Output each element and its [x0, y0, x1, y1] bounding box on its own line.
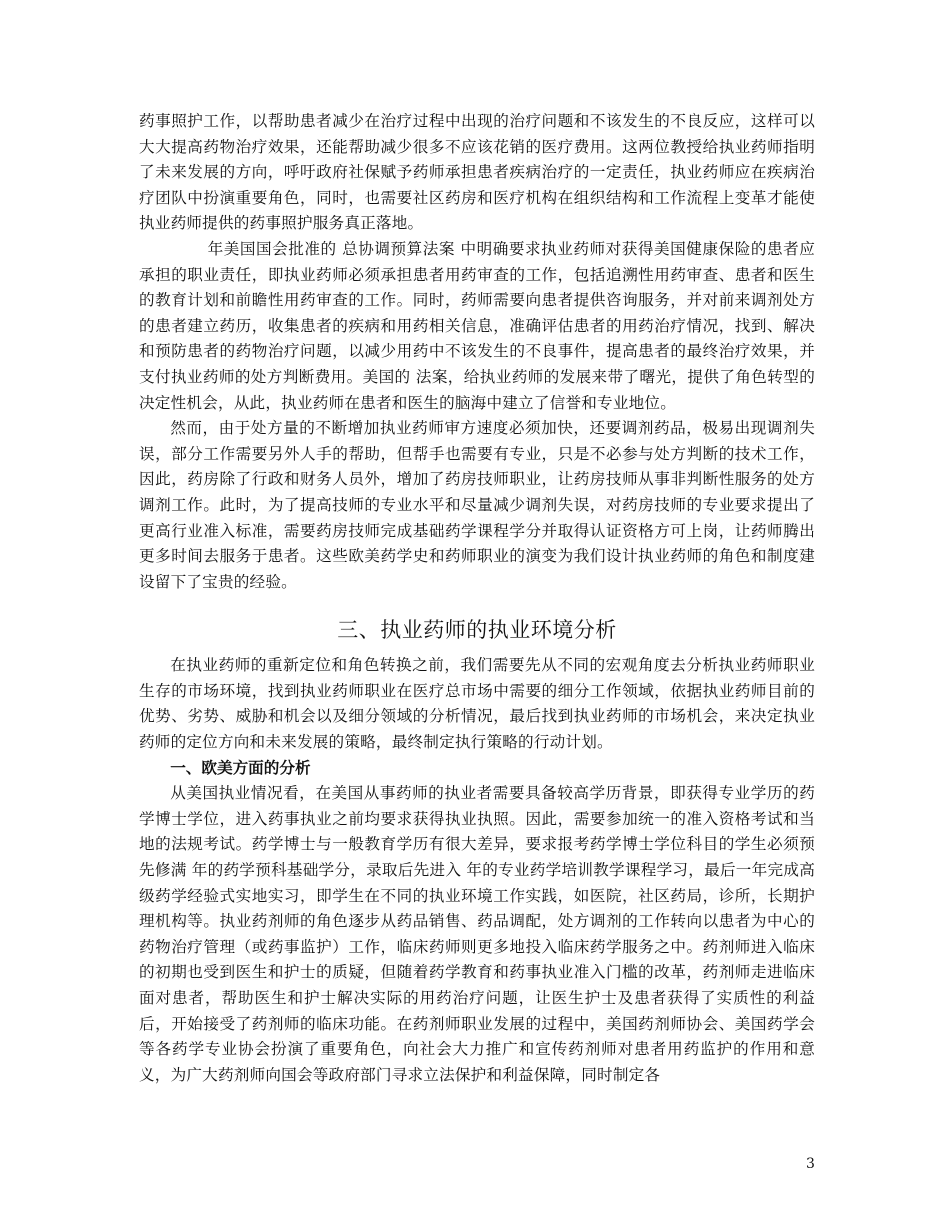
paragraph-technician: 然而，由于处方量的不断增加执业药师审方速度必须加快，还要调剂药品，极易出现调剂失误，部分工作需要另外人手的帮助，但帮手也需要有专业，只是不必参与处方判断的技术工作，因此，药房除了行政和财务人员外，增加了药房技师职业，让药房技师从事非判断性服务的处方调剂工作。此时，为了提高技师的专业水平和尽量减少调剂失误，对药房技师的专业要求提出了更高行业准入标准，需要药房技师完成基础药学课程学分并取得认证资格方可上岗，让药师腾出更多时间去服务于患者。这些欧美药学史和药师职业的演变为我们设计执业药师的角色和制度建设留下了宝贵的经验。: [139, 419, 815, 591]
section-intro-paragraph: 在执业药师的重新定位和角色转换之前，我们需要先从不同的宏观角度去分析执业药师职业生存的市场环境，找到执业药师职业在医疗总市场中需要的细分工作领域，依据执业药师目前的优势、劣势、威胁和机会以及细分领域的分析情况，最后找到执业药师的市场机会，来决定执业药师的定位方向和未来发展的策略，最终制定执行策略的行动计划。: [139, 656, 815, 752]
paragraph-continued: 药事照护工作，以帮助患者减少在治疗过程中出现的治疗问题和不该发生的不良反应，这样可以大大提高药物治疗效果，还能帮助减少很多不应该花销的医疗费用。这两位教授给执业药师指明了未来发展的方向，呼吁政府社保赋予药师承担患者疾病治疗的一定责任，执业药师应在疾病治疗团队中扮演重要角色，同时，也需要社区药房和医疗机构在组织结构和工作流程上变革才能使执业药师提供的药事照护服务真正落地。: [139, 112, 815, 233]
paragraph-budget-act: 年美国国会批准的 总协调预算法案 中明确要求执业药师对获得美国健康保险的患者应承担的职业责任，即执业药师必须承担患者用药审查的工作，包括追溯性用药审查、患者和医生的教育计划和前瞻性用药审查的工作。同时，药师需要向患者提供咨询服务，并对前来调剂处方的患者建立药历，收集患者的疾病和用药相关信息，准确评估患者的用药治疗情况，找到、解决和预防患者的药物治疗问题，以减少用药中不该发生的不良事件，提高患者的最终治疗效果，并支付执业药师的处方判断费用。美国的 法案，给执业药师的发展来带了曙光，提供了角色转型的决定性机会，从此，执业药师在患者和医生的脑海中建立了信誉和专业地位。: [139, 239, 815, 412]
subsection-paragraph: 从美国执业情况看，在美国从事药师的执业者需要具备较高学历背景，即获得专业学历的药学博士学位，进入药事执业之前均要求获得执业执照。因此，需要参加统一的准入资格考试和当地的法规考试。药学博士与一般教育学历有很大差异，要求报考药学博士学位科目的学生必须预先修满 年的药学预科基础学分，录取后先进入 年的专业药学培训教学课程学习，最后一年完成高级药学经验式实地实习，即学生在不同的执业环境工作实践，如医院，社区药局，诊所，长期护理机构等。执业药剂师的角色逐步从药品销售、药品调配，处方调剂的工作转向以患者为中心的药物治疗管理（或药事监护）工作，临床药师则更多地投入临床药学服务之中。药剂师进入临床的初期也受到医生和护士的质疑，但随着药学教育和药事执业准入门槛的改革，药剂师走进临床面对患者，帮助医生和护士解决实际的用药治疗问题，让医生护士及患者获得了实质性的利益后，开始接受了药剂师的临床功能。在药剂师职业发展的过程中，美国药剂师协会、美国药学会等各药学专业协会扮演了重要角色，向社会大力推广和宣传药剂师对患者用药监护的作用和意义，为广大药剂师向国会等政府部门寻求立法保护和利益保障，同时制定各: [139, 784, 815, 1084]
subsection-heading: 一、欧美方面的分析: [170, 758, 311, 777]
section-heading: 三、执业药师的执业环境分析: [337, 618, 617, 643]
page-number: 3: [806, 1156, 815, 1172]
body-text: [139, 109, 815, 1088]
